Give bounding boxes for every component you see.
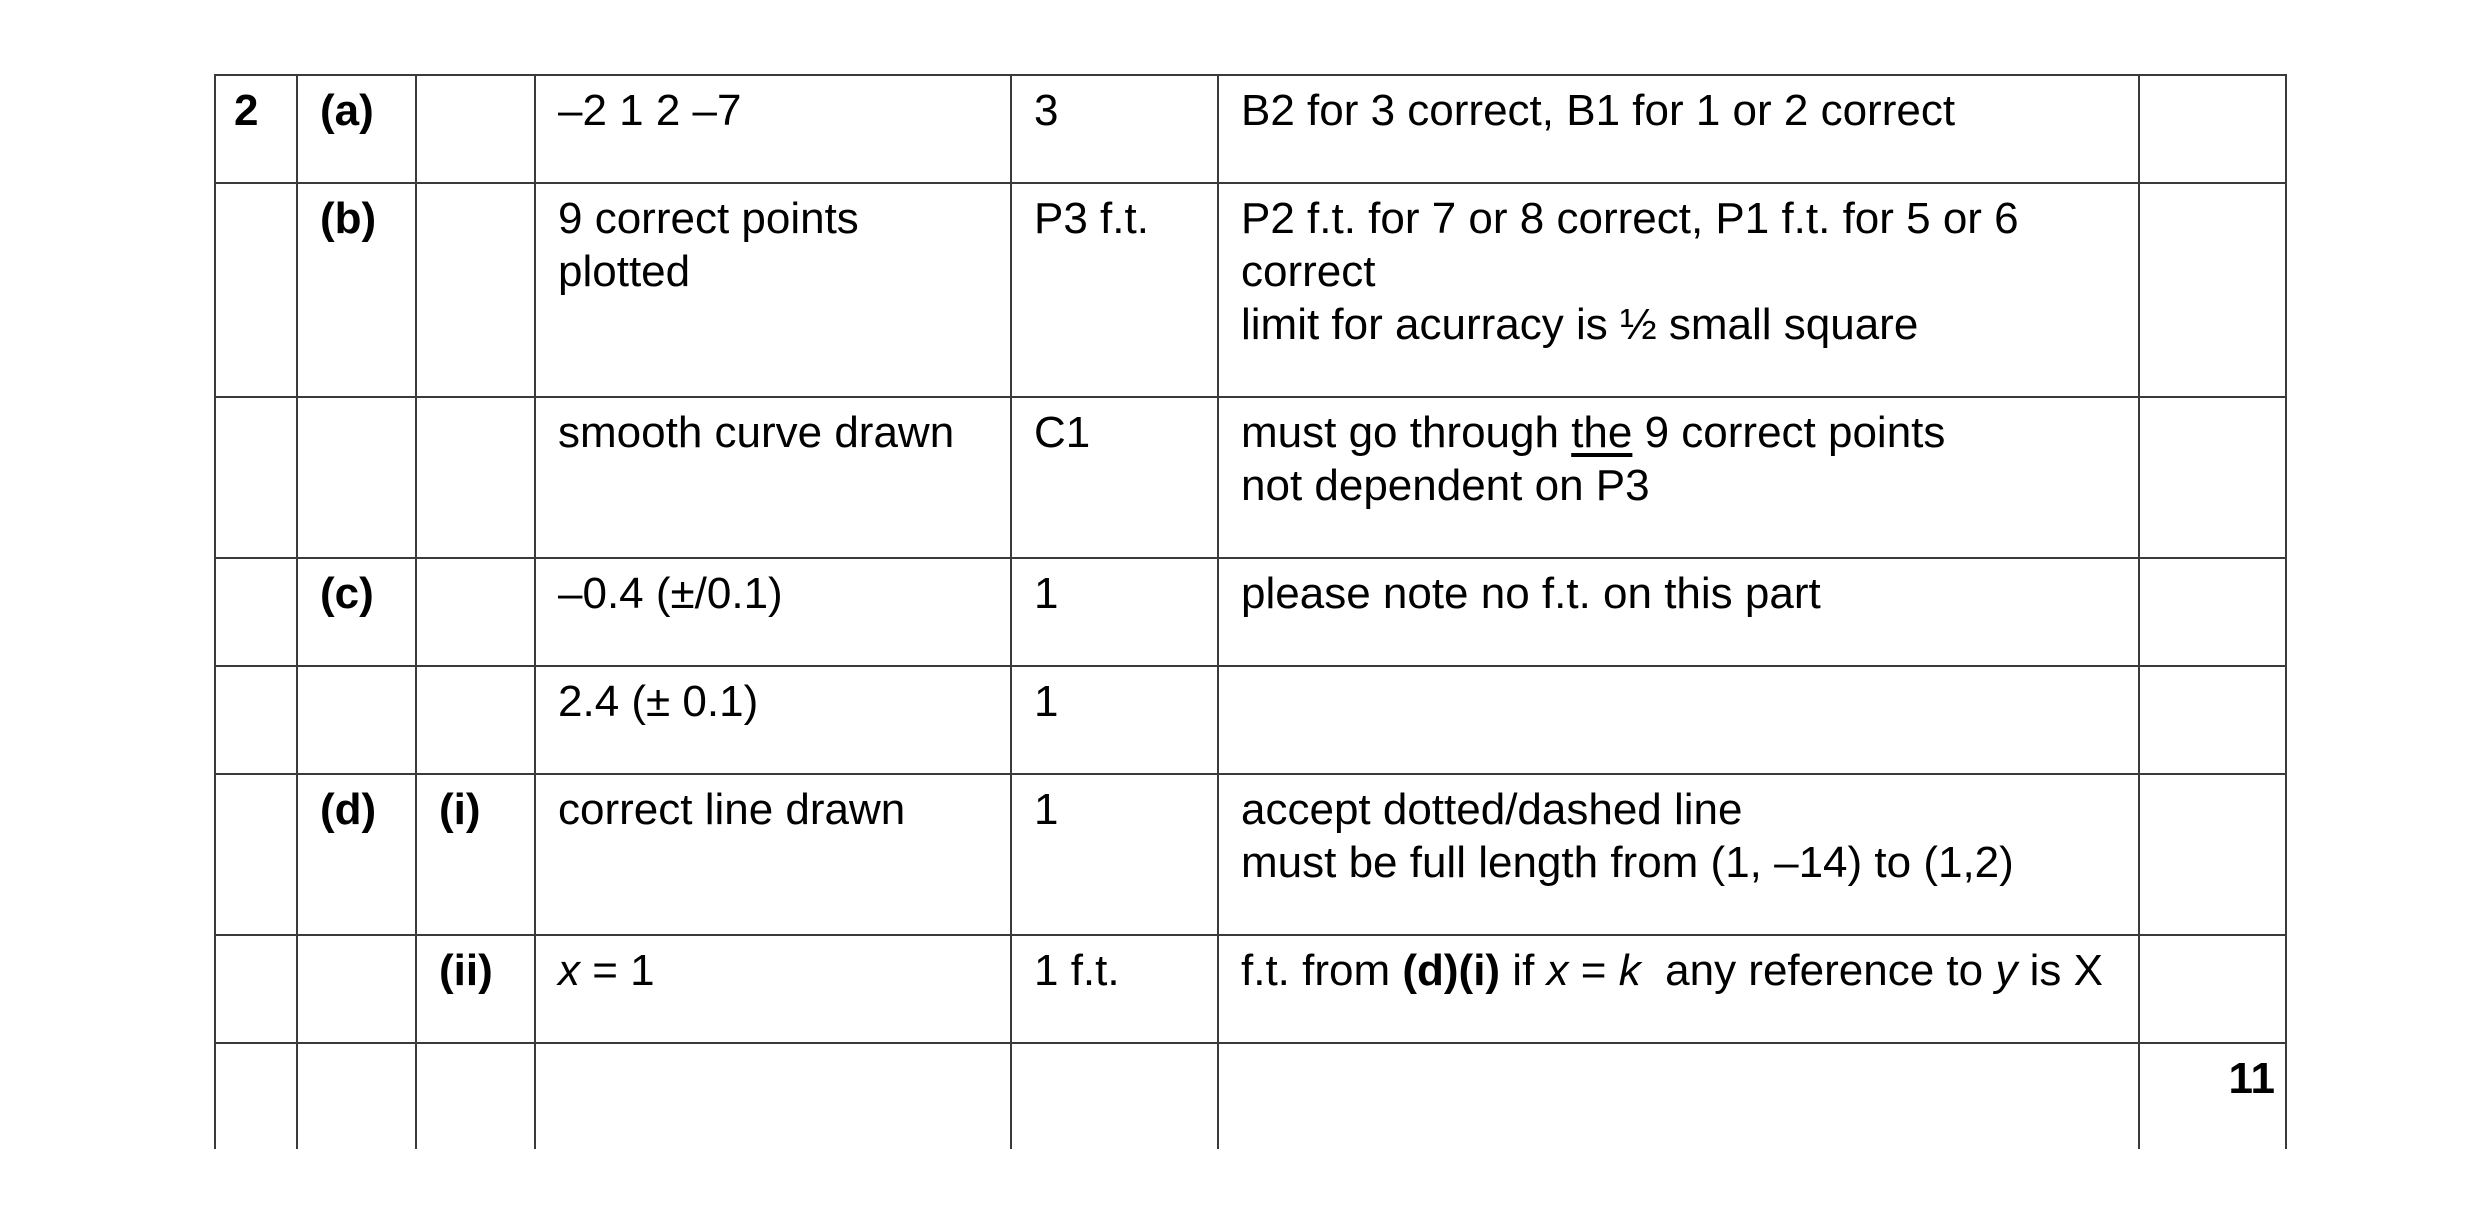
answer-cell: correct line drawn	[535, 774, 1011, 935]
notes-cell	[1218, 666, 2139, 774]
question-number	[215, 183, 297, 397]
part-label: (a)	[297, 75, 416, 183]
mark-cell: P3 f.t.	[1011, 183, 1218, 397]
mark-cell: 1	[1011, 666, 1218, 774]
notes-cell	[1218, 1043, 2139, 1149]
question-number	[215, 1043, 297, 1149]
total-cell	[2139, 935, 2286, 1043]
total-cell	[2139, 666, 2286, 774]
part-label: (c)	[297, 558, 416, 666]
table-row	[215, 666, 2286, 774]
subpart-label	[416, 183, 535, 397]
part-label	[297, 935, 416, 1043]
table-row	[215, 75, 2286, 183]
table-row	[215, 774, 2286, 935]
total-cell	[2139, 75, 2286, 183]
question-number	[215, 397, 297, 558]
notes-cell: B2 for 3 correct, B1 for 1 or 2 correct	[1218, 75, 2139, 183]
mark-cell: 1	[1011, 774, 1218, 935]
subpart-label	[416, 397, 535, 558]
notes-cell: please note no f.t. on this part	[1218, 558, 2139, 666]
notes-cell: accept dotted/dashed line must be full length from (1, –14) to (1,2)	[1218, 774, 2139, 935]
subpart-label	[416, 75, 535, 183]
total-cell	[2139, 397, 2286, 558]
question-number	[215, 558, 297, 666]
answer-cell: smooth curve drawn	[535, 397, 1011, 558]
table-row	[215, 183, 2286, 397]
subpart-label: (ii)	[416, 935, 535, 1043]
answer-cell: x = 1	[535, 935, 1011, 1043]
subpart-label	[416, 558, 535, 666]
question-number	[215, 935, 297, 1043]
subpart-label	[416, 1043, 535, 1149]
question-number	[215, 666, 297, 774]
table-row	[215, 1043, 2286, 1149]
part-label	[297, 666, 416, 774]
question-number: 2	[215, 75, 297, 183]
mark-scheme-table	[214, 74, 2287, 1149]
mark-cell	[1011, 1043, 1218, 1149]
notes-cell: must go through the 9 correct points not dependent on P3	[1218, 397, 2139, 558]
subpart-label: (i)	[416, 774, 535, 935]
notes-cell: P2 f.t. for 7 or 8 correct, P1 f.t. for 5 or 6 correct limit for acurracy is ½ small square	[1218, 183, 2139, 397]
answer-cell	[535, 1043, 1011, 1149]
notes-cell: f.t. from (d)(i) if x = k any reference to y is X	[1218, 935, 2139, 1043]
table-row	[215, 397, 2286, 558]
question-number	[215, 774, 297, 935]
table-row	[215, 935, 2286, 1043]
total-cell	[2139, 774, 2286, 935]
part-label	[297, 1043, 416, 1149]
table-row	[215, 558, 2286, 666]
mark-cell: 1	[1011, 558, 1218, 666]
total-marks: 11	[2139, 1043, 2286, 1149]
answer-cell: 9 correct points plotted	[535, 183, 1011, 397]
answer-cell: –2 1 2 –7	[535, 75, 1011, 183]
total-cell	[2139, 183, 2286, 397]
answer-cell: 2.4 (± 0.1)	[535, 666, 1011, 774]
mark-cell: 3	[1011, 75, 1218, 183]
part-label: (b)	[297, 183, 416, 397]
part-label	[297, 397, 416, 558]
total-cell	[2139, 558, 2286, 666]
mark-cell: 1 f.t.	[1011, 935, 1218, 1043]
mark-cell: C1	[1011, 397, 1218, 558]
part-label: (d)	[297, 774, 416, 935]
answer-cell: –0.4 (±/0.1)	[535, 558, 1011, 666]
subpart-label	[416, 666, 535, 774]
